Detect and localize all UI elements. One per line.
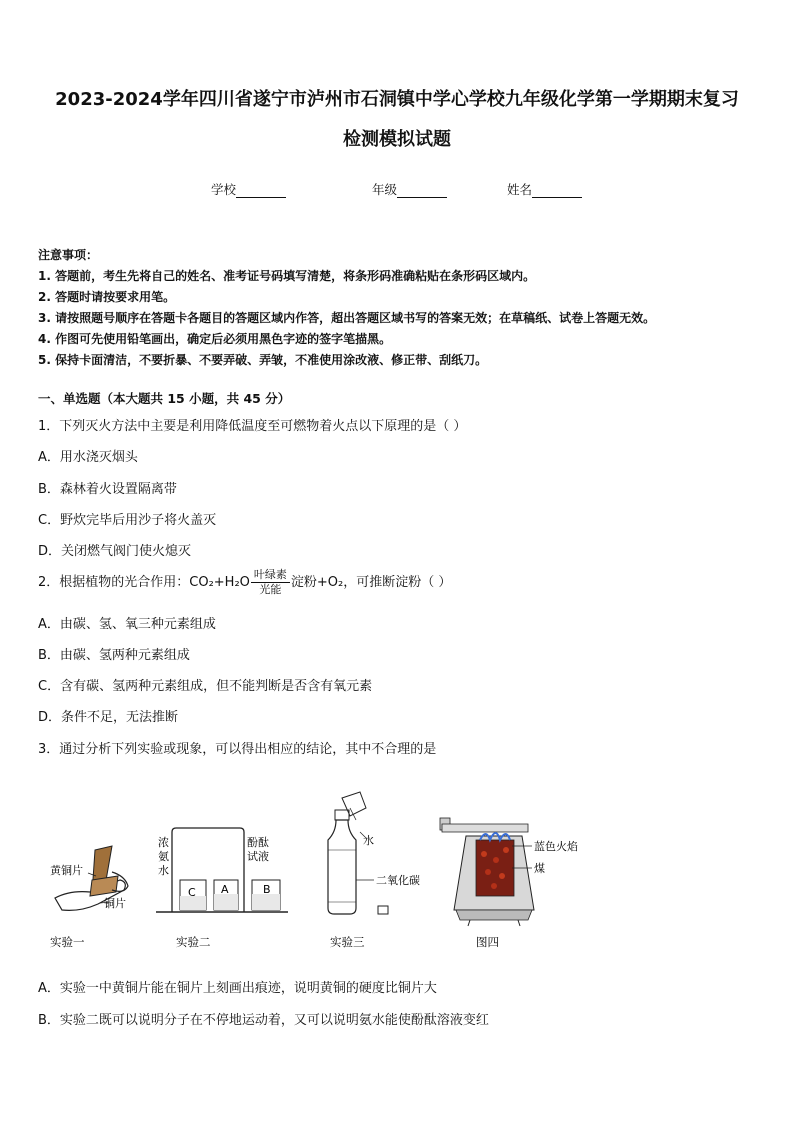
exp1-caption: 实验一 [50, 935, 85, 949]
reaction-condition [251, 569, 290, 596]
q2-stem-pre: 2．根据植物的光合作用：CO₂+H₂O [38, 575, 250, 590]
q1-option-b: B．森林着火设置隔离带 [38, 482, 177, 497]
fig4-caption: 图四 [476, 935, 499, 949]
exp3-label-co2: 二氧化碳 [376, 874, 420, 887]
q2-option-a: A．由碳、氢、氧三种元素组成 [38, 617, 216, 632]
exp1-label-brass: 黄铜片 [50, 864, 83, 877]
note-item: 3. 请按照题号顺序在答题卡各题目的答题区域内作答，超出答题区域书写的答案无效；在草稿纸、试卷上答题无效。 [38, 311, 656, 325]
q3-figure [0, 780, 794, 960]
exp1-label-copper: 铜片 [104, 897, 126, 910]
school-label: 学校 [211, 182, 237, 197]
exp2-caption: 实验二 [176, 935, 211, 949]
fig4-label-flame: 蓝色火焰 [534, 840, 578, 853]
name-label: 姓名 [507, 182, 533, 197]
exp2-label-phenolphthalein: 酚酞 [247, 836, 269, 849]
q3-option-b: B．实验二既可以说明分子在不停地运动着，又可以说明氨水能使酚酞溶液变红 [38, 1013, 489, 1028]
q3-option-a: A．实验一中黄铜片能在铜片上刻画出痕迹，说明黄铜的硬度比铜片大 [38, 981, 437, 996]
beaker-a-label: A [221, 883, 229, 896]
name-blank[interactable] [532, 183, 582, 198]
exp2-label-ammonia: 浓 [158, 836, 169, 849]
fig4-label-coal: 煤 [534, 862, 545, 875]
section-heading: 一、单选题（本大题共 15 小题，共 45 分） [38, 391, 291, 406]
note-item: 5. 保持卡面清洁，不要折暴、不要弄破、弄皱，不准使用涂改液、修正带、刮纸刀。 [38, 353, 488, 367]
q2-option-d: D．条件不足，无法推断 [38, 710, 179, 725]
exp3-caption: 实验三 [330, 935, 365, 949]
grade-blank[interactable] [397, 183, 447, 198]
q2-stem [38, 569, 451, 596]
q2-option-c: C．含有碳、氢两种元素组成，但不能判断是否含有氧元素 [38, 679, 373, 694]
q2-stem-post: 淀粉+O₂，可推断淀粉（ ） [290, 575, 452, 590]
condition-bottom: 光能 [259, 583, 282, 596]
beaker-c-label: C [188, 886, 196, 899]
exam-title-line1: 2023-2024学年四川省遂宁市泸州市石洞镇中学心学校九年级化学第一学期期末复习 [55, 89, 739, 110]
exp2-label-ammonia: 水 [158, 864, 169, 877]
experiment1-illustration [50, 846, 128, 949]
name-field[interactable] [507, 180, 582, 198]
beaker-b-label: B [263, 883, 271, 896]
note-item: 4. 作图可先使用铅笔画出，确定后必须用黑色字迹的签字笔描黑。 [38, 332, 392, 346]
notes-heading: 注意事项： [38, 248, 99, 262]
q1-option-d: D．关闭燃气阀门使火熄灭 [38, 544, 192, 559]
q1-option-c: C．野炊完毕后用沙子将火盖灭 [38, 513, 217, 528]
q1-stem: 1．下列灭火方法中主要是利用降低温度至可燃物着火点以下原理的是（ ） [38, 419, 467, 434]
q2-option-b: B．由碳、氢两种元素组成 [38, 648, 190, 663]
note-item: 2. 答题时请按要求用笔。 [38, 290, 176, 304]
exp2-label-ammonia: 氨 [158, 850, 169, 863]
grade-field[interactable] [372, 180, 447, 198]
figure4-illustration [440, 818, 578, 949]
school-blank[interactable] [236, 183, 286, 198]
school-field[interactable] [211, 180, 286, 198]
note-item: 1. 答题前，考生先将自己的姓名、准考证号码填写清楚，将条形码准确粘贴在条形码区域内。 [38, 269, 536, 283]
notes-block [38, 245, 655, 371]
condition-top: 叶绿素 [251, 569, 290, 583]
grade-label: 年级 [372, 182, 398, 197]
exam-title-line2: 检测模拟试题 [343, 129, 451, 150]
q1-option-a: A．用水浇灭烟头 [38, 450, 138, 465]
experiment2-illustration [156, 828, 288, 949]
exp3-label-water: 水 [363, 834, 374, 847]
exp2-label-phenolphthalein: 试液 [247, 850, 269, 863]
experiment3-illustration [328, 792, 420, 949]
q3-stem: 3．通过分析下列实验或现象，可以得出相应的结论，其中不合理的是 [38, 742, 437, 757]
